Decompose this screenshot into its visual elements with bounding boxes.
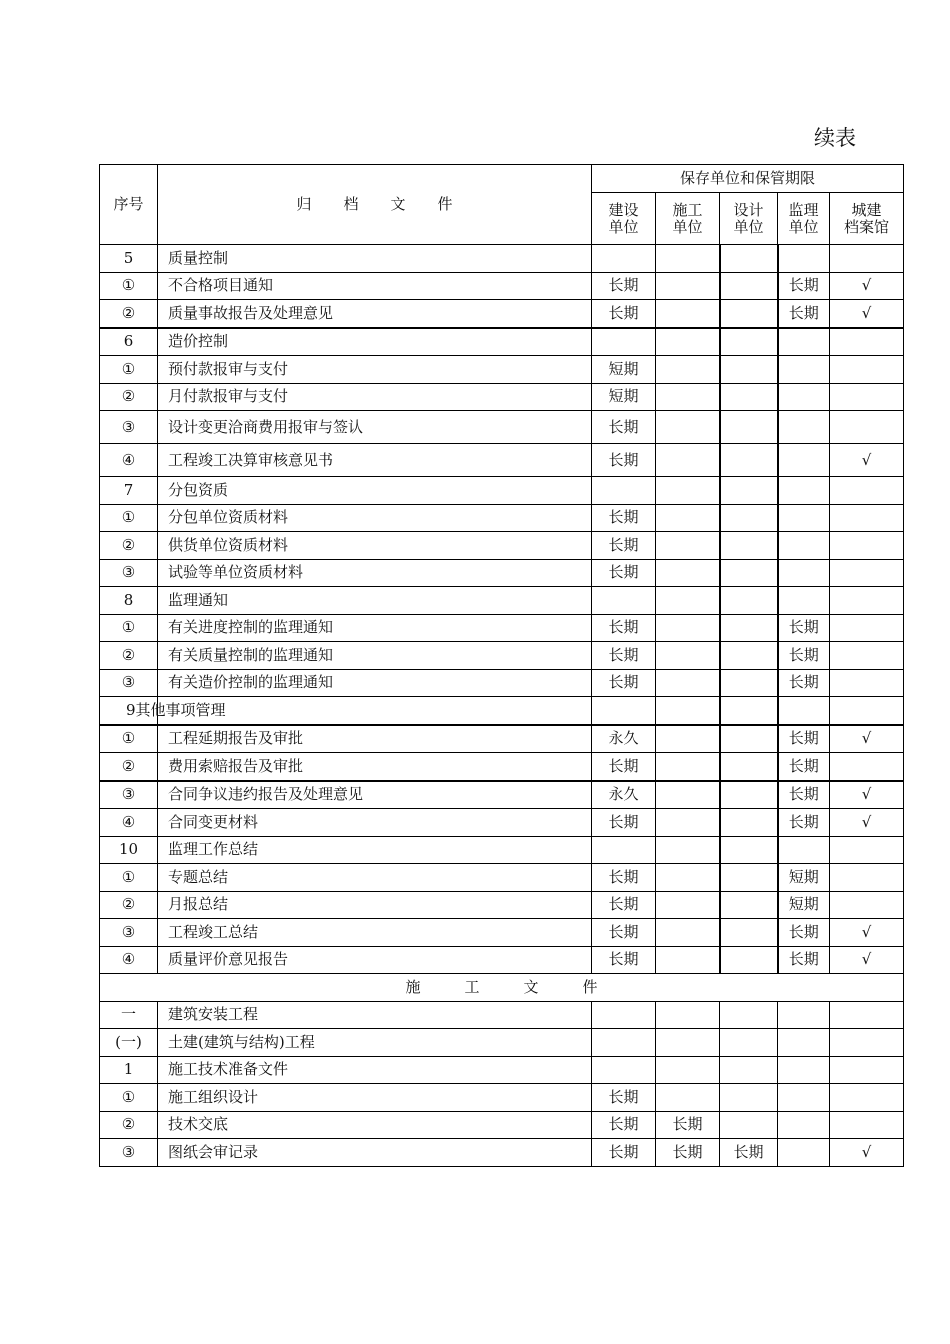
retention-cell	[720, 1056, 778, 1084]
table-row	[100, 1001, 904, 1029]
retention-cell	[656, 753, 720, 781]
row-number: ④	[100, 946, 158, 974]
retention-cell: √	[830, 781, 904, 809]
retention-cell	[720, 300, 778, 328]
retention-cell: √	[830, 1139, 904, 1167]
retention-cell	[656, 642, 720, 670]
retention-cell	[720, 946, 778, 974]
retention-cell	[656, 725, 720, 753]
retention-cell	[778, 1001, 830, 1029]
table-row	[100, 411, 904, 444]
retention-cell	[778, 411, 830, 444]
row-number: ④	[100, 444, 158, 477]
document-name: 质量事故报告及处理意见	[158, 300, 592, 328]
retention-cell	[656, 614, 720, 642]
retention-cell: √	[830, 444, 904, 477]
table-row	[100, 444, 904, 477]
row-number: 5	[100, 245, 158, 273]
document-name: 工程竣工总结	[158, 919, 592, 947]
retention-cell	[592, 245, 656, 273]
row-number: ③	[100, 411, 158, 444]
row-number: ①	[100, 725, 158, 753]
retention-cell	[830, 383, 904, 411]
retention-cell: 短期	[592, 356, 656, 384]
retention-cell	[778, 697, 830, 725]
table-body-construction	[100, 1001, 904, 1166]
row-number: 9其他事项管理	[100, 697, 158, 725]
retention-cell: 长期	[592, 669, 656, 697]
retention-cell	[778, 1139, 830, 1167]
retention-cell	[656, 891, 720, 919]
retention-cell	[656, 300, 720, 328]
document-name: 施工组织设计	[158, 1084, 592, 1112]
document-name: 合同争议违约报告及处理意见	[158, 781, 592, 809]
document-name: 技术交底	[158, 1111, 592, 1139]
table-row	[100, 864, 904, 892]
row-number: ①	[100, 614, 158, 642]
document-name: 预付款报审与支付	[158, 356, 592, 384]
document-name: 月付款报审与支付	[158, 383, 592, 411]
document-name: 施工技术准备文件	[158, 1056, 592, 1084]
retention-cell: 短期	[778, 891, 830, 919]
retention-cell: 长期	[592, 919, 656, 947]
retention-cell: 长期	[778, 919, 830, 947]
retention-cell: √	[830, 946, 904, 974]
retention-cell	[720, 272, 778, 300]
retention-cell	[720, 642, 778, 670]
retention-cell	[720, 809, 778, 837]
retention-cell	[592, 697, 656, 725]
retention-cell	[720, 1001, 778, 1029]
retention-cell	[656, 836, 720, 864]
row-number: ①	[100, 356, 158, 384]
retention-cell	[592, 477, 656, 505]
row-number: 1	[100, 1056, 158, 1084]
table-row	[100, 328, 904, 356]
doc-header-char: 档	[343, 195, 359, 213]
retention-cell	[720, 753, 778, 781]
retention-cell: 永久	[592, 725, 656, 753]
retention-cell	[830, 356, 904, 384]
table-row	[100, 919, 904, 947]
table-row	[100, 669, 904, 697]
retention-cell: 长期	[656, 1111, 720, 1139]
table-row	[100, 477, 904, 505]
retention-cell	[656, 245, 720, 273]
doc-header	[158, 165, 592, 245]
document-name: 质量控制	[158, 245, 592, 273]
retention-cell	[778, 836, 830, 864]
retention-cell	[720, 1029, 778, 1057]
retention-cell	[778, 1029, 830, 1057]
table-row	[100, 946, 904, 974]
retention-cell: 长期	[592, 444, 656, 477]
retention-cell	[720, 532, 778, 560]
table-row	[100, 891, 904, 919]
retention-cell	[778, 1056, 830, 1084]
retention-cell	[778, 587, 830, 615]
retention-cell	[592, 328, 656, 356]
retention-cell	[720, 919, 778, 947]
retention-cell	[656, 946, 720, 974]
table-row	[100, 809, 904, 837]
table-row	[100, 753, 904, 781]
retention-cell	[830, 836, 904, 864]
retention-cell	[592, 1056, 656, 1084]
retention-cell	[830, 1056, 904, 1084]
retention-cell	[830, 477, 904, 505]
retention-cell	[656, 411, 720, 444]
row-number: 一	[100, 1001, 158, 1029]
retention-cell	[830, 669, 904, 697]
row-number: ③	[100, 669, 158, 697]
retention-cell: 长期	[592, 1084, 656, 1112]
retention-cell: 长期	[592, 946, 656, 974]
retention-cell: 长期	[592, 559, 656, 587]
table-row	[100, 245, 904, 273]
retention-cell: 长期	[778, 781, 830, 809]
retention-cell	[656, 669, 720, 697]
row-number: ③	[100, 781, 158, 809]
retention-cell	[656, 1001, 720, 1029]
retention-cell: 长期	[592, 532, 656, 560]
retention-cell: 长期	[778, 642, 830, 670]
retention-cell: 长期	[592, 504, 656, 532]
retention-cell	[830, 1029, 904, 1057]
row-number: ②	[100, 532, 158, 560]
retention-cell	[592, 1029, 656, 1057]
table-row	[100, 697, 904, 725]
table-row	[100, 642, 904, 670]
retention-cell: 长期	[592, 272, 656, 300]
retention-cell	[720, 477, 778, 505]
retention-cell: 短期	[778, 864, 830, 892]
row-number: ①	[100, 864, 158, 892]
table-row	[100, 1084, 904, 1112]
document-name: 不合格项目通知	[158, 272, 592, 300]
retention-cell	[656, 383, 720, 411]
document-name: 工程竣工决算审核意见书	[158, 444, 592, 477]
retention-cell	[656, 864, 720, 892]
retention-cell	[656, 356, 720, 384]
row-number: ②	[100, 300, 158, 328]
retention-cell	[830, 504, 904, 532]
table-row	[100, 559, 904, 587]
table-row	[100, 1139, 904, 1167]
document-name: 有关进度控制的监理通知	[158, 614, 592, 642]
retention-cell	[656, 809, 720, 837]
retention-cell: 短期	[592, 383, 656, 411]
retention-cell	[778, 532, 830, 560]
retention-cell: 长期	[778, 753, 830, 781]
document-name: 有关造价控制的监理通知	[158, 669, 592, 697]
retention-cell	[720, 328, 778, 356]
row-number: ③	[100, 559, 158, 587]
retention-cell	[778, 1084, 830, 1112]
retention-cell	[656, 919, 720, 947]
row-number: 8	[100, 587, 158, 615]
table-row	[100, 781, 904, 809]
document-name: 月报总结	[158, 891, 592, 919]
retention-cell: 长期	[592, 753, 656, 781]
retention-cell	[778, 383, 830, 411]
retention-cell	[720, 781, 778, 809]
document-name: 监理工作总结	[158, 836, 592, 864]
unit-header: 监理 单位	[778, 193, 830, 245]
retention-cell	[656, 532, 720, 560]
table-row	[100, 383, 904, 411]
retention-cell	[778, 1111, 830, 1139]
retention-cell	[720, 725, 778, 753]
retention-cell	[720, 1084, 778, 1112]
retention-cell	[592, 1001, 656, 1029]
retention-cell	[720, 504, 778, 532]
document-name: 设计变更洽商费用报审与签认	[158, 411, 592, 444]
retention-cell	[720, 836, 778, 864]
retention-cell: 长期	[778, 300, 830, 328]
retention-cell	[778, 477, 830, 505]
retention-cell: 长期	[720, 1139, 778, 1167]
retention-cell: √	[830, 725, 904, 753]
retention-cell	[830, 697, 904, 725]
unit-header: 建设 单位	[592, 193, 656, 245]
row-number: ①	[100, 1084, 158, 1112]
retention-cell	[656, 272, 720, 300]
retention-cell: 长期	[592, 1139, 656, 1167]
row-number: ③	[100, 1139, 158, 1167]
retention-cell: 长期	[592, 300, 656, 328]
row-number: ②	[100, 753, 158, 781]
row-number: ②	[100, 383, 158, 411]
retention-cell: 永久	[592, 781, 656, 809]
retention-cell	[656, 587, 720, 615]
doc-header-char: 归	[296, 195, 312, 213]
document-name: 土建(建筑与结构)工程	[158, 1029, 592, 1057]
retention-cell	[830, 1001, 904, 1029]
retention-cell: 长期	[778, 946, 830, 974]
retention-cell: 长期	[778, 669, 830, 697]
document-name: 监理通知	[158, 587, 592, 615]
document-name: 有关质量控制的监理通知	[158, 642, 592, 670]
retention-cell	[778, 444, 830, 477]
retention-cell	[720, 587, 778, 615]
retention-cell	[656, 1084, 720, 1112]
document-name: 分包单位资质材料	[158, 504, 592, 532]
table-header	[100, 165, 904, 245]
table-row	[100, 836, 904, 864]
row-number: ②	[100, 1111, 158, 1139]
doc-header-char: 文	[390, 195, 406, 213]
row-number: ①	[100, 504, 158, 532]
retention-cell: 长期	[592, 809, 656, 837]
retention-cell: √	[830, 272, 904, 300]
row-number: 7	[100, 477, 158, 505]
retention-cell	[830, 328, 904, 356]
retention-cell	[720, 444, 778, 477]
unit-header: 城建 档案馆	[830, 193, 904, 245]
table-row	[100, 1056, 904, 1084]
retention-cell	[656, 504, 720, 532]
retention-cell	[656, 697, 720, 725]
retention-cell	[656, 328, 720, 356]
unit-header: 施工 单位	[656, 193, 720, 245]
table-row	[100, 300, 904, 328]
table-row	[100, 504, 904, 532]
retention-cell	[720, 356, 778, 384]
retention-cell: 长期	[778, 725, 830, 753]
retention-cell: √	[830, 809, 904, 837]
table-row	[100, 272, 904, 300]
document-name: 工程延期报告及审批	[158, 725, 592, 753]
retention-cell	[720, 1111, 778, 1139]
document-name: 建筑安装工程	[158, 1001, 592, 1029]
retention-cell	[720, 614, 778, 642]
seq-header: 序号	[100, 165, 158, 245]
retention-cell: 长期	[778, 614, 830, 642]
table-row	[100, 725, 904, 753]
storage-group-header: 保存单位和保管期限	[592, 165, 904, 193]
retention-cell	[778, 356, 830, 384]
archive-table	[99, 164, 904, 1167]
table-row	[100, 356, 904, 384]
retention-cell	[830, 1111, 904, 1139]
retention-cell	[830, 891, 904, 919]
retention-cell: 长期	[592, 642, 656, 670]
retention-cell	[830, 411, 904, 444]
retention-cell	[656, 781, 720, 809]
retention-cell	[720, 383, 778, 411]
table-body-supervision	[100, 245, 904, 974]
retention-cell	[656, 1056, 720, 1084]
continued-caption: 续表	[814, 126, 856, 150]
document-name: 供货单位资质材料	[158, 532, 592, 560]
retention-cell	[656, 444, 720, 477]
row-number: ①	[100, 272, 158, 300]
table-row	[100, 614, 904, 642]
retention-cell: √	[830, 300, 904, 328]
doc-header-char: 件	[437, 195, 453, 213]
retention-cell	[778, 504, 830, 532]
retention-cell	[830, 864, 904, 892]
row-number: (一)	[100, 1029, 158, 1057]
document-name: 费用索赔报告及审批	[158, 753, 592, 781]
retention-cell: 长期	[592, 864, 656, 892]
retention-cell	[830, 245, 904, 273]
document-name: 专题总结	[158, 864, 592, 892]
document-name: 合同变更材料	[158, 809, 592, 837]
retention-cell	[778, 328, 830, 356]
retention-cell	[720, 697, 778, 725]
retention-cell	[720, 559, 778, 587]
row-number: ②	[100, 642, 158, 670]
retention-cell: 长期	[778, 272, 830, 300]
retention-cell	[830, 587, 904, 615]
row-number: ③	[100, 919, 158, 947]
retention-cell	[720, 891, 778, 919]
table-row	[100, 1111, 904, 1139]
row-number: ②	[100, 891, 158, 919]
retention-cell	[830, 614, 904, 642]
table-row	[100, 532, 904, 560]
row-number: ④	[100, 809, 158, 837]
retention-cell: 长期	[592, 411, 656, 444]
retention-cell	[778, 245, 830, 273]
document-name: 质量评价意见报告	[158, 946, 592, 974]
retention-cell	[656, 477, 720, 505]
unit-header: 设计 单位	[720, 193, 778, 245]
retention-cell	[830, 559, 904, 587]
retention-cell	[830, 642, 904, 670]
retention-cell	[830, 532, 904, 560]
retention-cell	[656, 1029, 720, 1057]
row-number: 10	[100, 836, 158, 864]
retention-cell	[592, 587, 656, 615]
retention-cell: 长期	[592, 1111, 656, 1139]
retention-cell: √	[830, 919, 904, 947]
document-name: 造价控制	[158, 328, 592, 356]
document-name: 分包资质	[158, 477, 592, 505]
document-name: 试验等单位资质材料	[158, 559, 592, 587]
section-divider	[100, 974, 904, 1002]
retention-cell	[830, 753, 904, 781]
retention-cell	[720, 669, 778, 697]
table-row	[100, 1029, 904, 1057]
retention-cell: 长期	[592, 614, 656, 642]
retention-cell	[778, 559, 830, 587]
retention-cell: 长期	[778, 809, 830, 837]
retention-cell	[656, 559, 720, 587]
retention-cell	[830, 1084, 904, 1112]
retention-cell: 长期	[656, 1139, 720, 1167]
retention-cell	[592, 836, 656, 864]
table-row	[100, 587, 904, 615]
retention-cell	[720, 411, 778, 444]
retention-cell: 长期	[592, 891, 656, 919]
section-title: 施 工 文 件	[100, 974, 904, 1002]
document-name: 图纸会审记录	[158, 1139, 592, 1167]
row-number: 6	[100, 328, 158, 356]
retention-cell	[720, 864, 778, 892]
retention-cell	[720, 245, 778, 273]
